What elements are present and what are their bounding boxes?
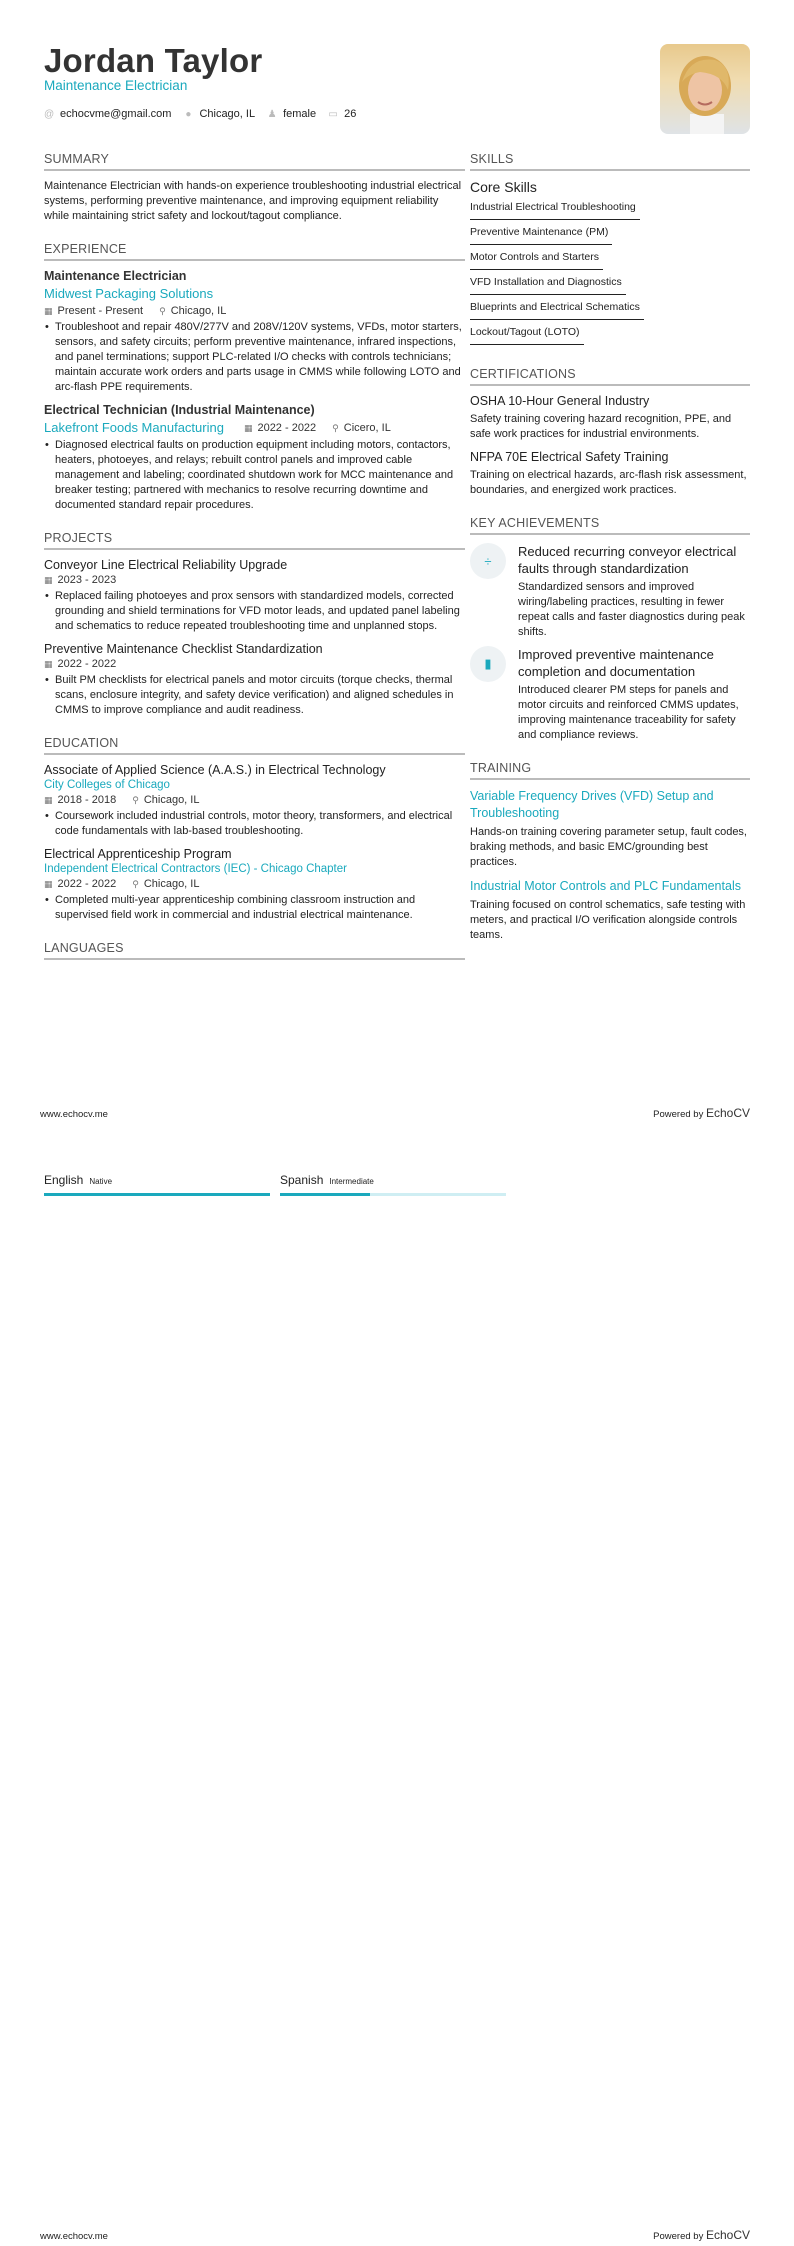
- languages-list: [44, 1171, 506, 1196]
- bullet-list: [44, 589, 465, 634]
- proficiency-fill: [44, 1193, 270, 1196]
- location-pin-icon: ⚲: [132, 879, 139, 889]
- date-text: Present - Present: [57, 305, 144, 317]
- contact-item: [267, 108, 316, 120]
- education-item: [44, 847, 465, 923]
- degree-title: Associate of Applied Science (A.A.S.) in Electrical Technology: [44, 763, 386, 777]
- meta-row: [44, 305, 465, 317]
- left-column: [44, 152, 465, 978]
- bullet-item: • Completed multi-year apprenticeship combining classroom instruction and supervised field work in commercial and industrial electrical maintenance.: [44, 893, 465, 923]
- proficiency-fill: [280, 1193, 370, 1196]
- right-column: [470, 152, 750, 961]
- company-name: Midwest Packaging Solutions: [44, 286, 214, 301]
- experience-section: [44, 242, 465, 513]
- company-name: Lakefront Foods Manufacturing: [44, 420, 224, 435]
- section-heading: EDUCATION: [44, 736, 465, 755]
- calendar-icon: ▦: [44, 306, 53, 316]
- bullet-item: • Replaced failing photoeyes and prox sensors with standardized models, corrected grounding and shield terminations for VFD motor leads, and updated panel labeling and schematics to reduce repeated troubleshooting time and unplanned stops.: [44, 589, 465, 634]
- contact-info: [44, 108, 356, 120]
- section-heading: CERTIFICATIONS: [470, 367, 750, 386]
- location-pin-icon: ●: [185, 108, 192, 120]
- project-title: Preventive Maintenance Checklist Standardization: [44, 642, 323, 656]
- skill-item: Motor Controls and Starters: [470, 249, 603, 270]
- achievement-body: [518, 646, 750, 743]
- achievement-body: [518, 543, 750, 640]
- training-item: [470, 788, 750, 870]
- powered-by-label: Powered by: [653, 1109, 704, 1120]
- meta-row: [44, 574, 465, 586]
- school-name: Independent Electrical Contractors (IEC) - Chicago Chapter: [44, 863, 347, 875]
- brand-logo[interactable]: EchoCV: [705, 2228, 750, 2242]
- date-text: 2022 - 2022: [257, 421, 317, 434]
- meta-row: [244, 422, 391, 434]
- summary-text: Maintenance Electrician with hands-on experience troubleshooting industrial electrical systems, performing preventive maintenance, and improving equipment reliability while maintaining strict safety and lockout/tagout compliance.: [44, 180, 462, 222]
- skill-item: Preventive Maintenance (PM): [470, 224, 612, 245]
- certifications-section: [470, 367, 750, 498]
- section-heading: KEY ACHIEVEMENTS: [470, 516, 750, 535]
- bullet-item: • Troubleshoot and repair 480V/277V and 208V/120V systems, VFDs, motor starters, sensors, and safety circuits; perform preventive maintenance, infrared inspections, and panel terminations; support PLC-related I/O checks with controls technicians; maintain accurate work orders and parts usage in CMMS while following LOTO and arc-flash PPE requirements.: [44, 320, 465, 395]
- bullet-item: • Diagnosed electrical faults on production equipment including motors, contactors, heaters, photoeyes, and relays; rebuilt control panels and improved cable management and labeling; coordinated shutdown work for MCC maintenance and breaker testing; partnered with mechanics to resolve recurring downtime and documented standard repair procedures.: [44, 438, 465, 513]
- meta-row: [44, 658, 465, 670]
- location-pin-icon: ⚲: [332, 422, 339, 433]
- skill-item: Lockout/Tagout (LOTO): [470, 324, 584, 345]
- contact-value: echocvme@gmail.com: [60, 108, 172, 120]
- contact-item: [44, 108, 171, 120]
- location-text: Cicero, IL: [343, 421, 391, 434]
- summary-section: [44, 152, 465, 224]
- certification-title: NFPA 70E Electrical Safety Training: [470, 450, 669, 464]
- location-pin-icon: ⚲: [159, 306, 166, 316]
- brand-logo[interactable]: EchoCV: [705, 1106, 750, 1120]
- contact-value: Chicago, IL: [199, 108, 256, 120]
- date-range: [44, 794, 116, 806]
- school-name: City Colleges of Chicago: [44, 779, 170, 791]
- training-title: Industrial Motor Controls and PLC Fundamentals: [470, 879, 741, 893]
- language-name: Spanish: [280, 1173, 324, 1187]
- calendar-icon: ▦: [44, 575, 53, 585]
- section-heading: SKILLS: [470, 152, 750, 171]
- contact-value: female: [283, 108, 317, 120]
- bullet-list: [44, 809, 465, 839]
- date-text: 2022 - 2022: [57, 658, 117, 670]
- projects-section: [44, 531, 465, 718]
- skill-item: Blueprints and Electrical Schematics: [470, 299, 644, 320]
- date-text: 2018 - 2018: [57, 794, 117, 806]
- location-pin-icon: ⚲: [132, 795, 139, 805]
- powered-by: [653, 1106, 750, 1120]
- date-range: [44, 305, 143, 317]
- powered-by: [653, 2228, 750, 2242]
- location: [332, 422, 391, 434]
- footer-site-link[interactable]: www.echocv.me: [40, 2231, 108, 2242]
- proficiency-bar: [280, 1193, 506, 1196]
- date-range: [244, 422, 316, 434]
- bullet-list: [44, 673, 465, 718]
- training-description: Training focused on control schematics, safe testing with meters, and practical I/O verification alongside controls teams.: [470, 899, 746, 941]
- page-footer: [40, 1106, 750, 1120]
- achievement-description: Standardized sensors and improved wiring/labeling practices, resulting in fewer repeat calls and faster diagnostics during peak shifts.: [518, 581, 745, 638]
- candidate-name: Jordan Taylor: [44, 42, 263, 79]
- achievement-description: Introduced clearer PM steps for panels and motor circuits and reinforced CMMS updates, improving maintenance traceability for safety and compliance reviews.: [518, 684, 739, 741]
- company-meta-row: [44, 420, 465, 435]
- meta-row: [44, 794, 465, 806]
- achievement-item: [470, 646, 750, 743]
- meta-row: [44, 878, 465, 890]
- powered-by-label: Powered by: [653, 2231, 704, 2242]
- skills-group-title: Core Skills: [470, 179, 537, 195]
- location: [132, 878, 199, 890]
- calendar-icon: ▭: [328, 108, 338, 120]
- proficiency-bar: [44, 1193, 270, 1196]
- person-icon: ♟: [267, 108, 277, 120]
- project-item: [44, 558, 465, 634]
- achievement-item: [470, 543, 750, 640]
- calendar-icon: ▦: [243, 422, 253, 433]
- location-text: Chicago, IL: [143, 878, 200, 890]
- at-icon: @: [44, 108, 55, 120]
- bullet-list: [44, 893, 465, 923]
- contact-value: 26: [344, 108, 357, 120]
- experience-item: [44, 269, 465, 395]
- project-title: Conveyor Line Electrical Reliability Upgrade: [44, 558, 288, 572]
- language-level: Native: [89, 1177, 113, 1186]
- calendar-icon: ▦: [44, 795, 53, 805]
- date-range: [44, 574, 116, 586]
- position-title: Electrical Technician (Industrial Maintenance): [44, 403, 315, 417]
- date-text: 2022 - 2022: [57, 878, 117, 890]
- achievement-title: Improved preventive maintenance completion and documentation: [518, 647, 714, 679]
- date-range: [44, 658, 116, 670]
- section-heading: PROJECTS: [44, 531, 465, 550]
- experience-item: [44, 403, 465, 513]
- education-section: [44, 736, 465, 923]
- position-title: Maintenance Electrician: [44, 269, 187, 283]
- languages-section: [44, 941, 465, 960]
- certification-title: OSHA 10-Hour General Industry: [470, 394, 650, 408]
- section-heading: TRAINING: [470, 761, 750, 780]
- calendar-icon: ▦: [44, 659, 53, 669]
- location-text: Chicago, IL: [143, 794, 200, 806]
- profile-photo: [660, 44, 750, 134]
- achievement-title: Reduced recurring conveyor electrical faults through standardization: [518, 544, 737, 576]
- skills-section: [470, 152, 750, 349]
- degree-title: Electrical Apprenticeship Program: [44, 847, 232, 861]
- date-text: 2023 - 2023: [57, 574, 117, 586]
- training-description: Hands-on training covering parameter setup, fault codes, braking methods, and basic EMC/grounding best practices.: [470, 826, 747, 868]
- certification-description: Safety training covering hazard recognition, PPE, and safe work practices for industrial environments.: [470, 413, 732, 440]
- location: [159, 305, 226, 317]
- page-footer: [40, 2228, 750, 2242]
- language-name: English: [44, 1173, 84, 1187]
- job-title: Maintenance Electrician: [44, 78, 188, 93]
- training-section: [470, 761, 750, 943]
- date-range: [44, 878, 116, 890]
- certification-item: [470, 394, 750, 442]
- bullet-list: [44, 320, 465, 395]
- divide-icon: ÷: [470, 543, 506, 579]
- education-item: [44, 763, 465, 839]
- certification-description: Training on electrical hazards, arc-flash risk assessment, boundaries, and energized work practices.: [470, 469, 747, 496]
- bullet-list: [44, 438, 465, 513]
- bullet-item: • Coursework included industrial controls, motor theory, transformers, and electrical code fundamentals with lab-based troubleshooting.: [44, 809, 465, 839]
- footer-site-link[interactable]: www.echocv.me: [40, 1109, 108, 1120]
- project-item: [44, 642, 465, 718]
- language-item: [44, 1171, 270, 1196]
- contact-item: [183, 108, 255, 120]
- skill-item: Industrial Electrical Troubleshooting: [470, 199, 640, 220]
- calendar-icon: ▦: [44, 879, 53, 889]
- location: [132, 794, 199, 806]
- location-text: Chicago, IL: [170, 305, 227, 317]
- document-icon: ▮: [470, 646, 506, 682]
- training-item: [470, 878, 750, 943]
- bullet-item: • Built PM checklists for electrical panels and motor circuits (torque checks, thermal scans, enclosure integrity, and safety device verification) and aligned schedules in CMMS to improve compliance and audit readiness.: [44, 673, 465, 718]
- contact-item: [328, 108, 356, 120]
- language-item: [280, 1171, 506, 1196]
- section-heading: EXPERIENCE: [44, 242, 465, 261]
- language-level: Intermediate: [329, 1177, 374, 1186]
- certification-item: [470, 450, 750, 498]
- section-heading: LANGUAGES: [44, 941, 465, 960]
- skills-list: [470, 199, 750, 349]
- training-title: Variable Frequency Drives (VFD) Setup and Troubleshooting: [470, 789, 714, 820]
- section-heading: SUMMARY: [44, 152, 465, 171]
- achievements-section: [470, 516, 750, 743]
- skill-item: VFD Installation and Diagnostics: [470, 274, 626, 295]
